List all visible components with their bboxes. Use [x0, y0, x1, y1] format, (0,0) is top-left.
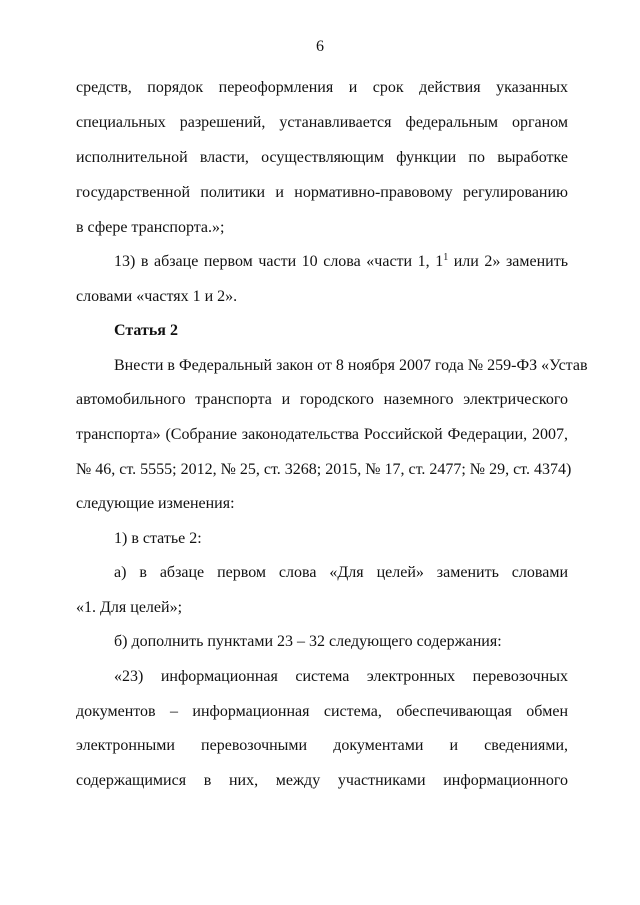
amendment-item-13 [114, 252, 568, 272]
text-line: № 46, ст. 5555; 2012, № 25, ст. 3268; 2015, № 17, ст. 2477; № 29, ст. 4374) [76, 461, 572, 478]
list-item: 1) в статье 2: [114, 530, 202, 547]
text-line: документов – информационная система, обеспечивающая обмен [76, 703, 568, 720]
text-line: исполнительной власти, осуществляющим функции по выработке [76, 149, 568, 166]
superscript: 1 [443, 252, 449, 263]
text-line: автомобильного транспорта и городского наземного электрического [76, 391, 568, 408]
text-line: государственной политики и нормативно-правовому регулированию [76, 184, 568, 201]
list-item: б) дополнить пунктами 23 – 32 следующего содержания: [114, 633, 502, 650]
text-line: содержащимися в них, между участниками информационного [76, 772, 568, 789]
text-line: в сфере транспорта.»; [76, 219, 225, 236]
article-heading: Статья 2 [114, 322, 178, 339]
text-segment: или 2» заменить [448, 253, 569, 270]
text-line: следующие изменения: [76, 495, 235, 512]
list-item: а) в абзаце первом слова «Для целей» заменить словами [114, 564, 568, 581]
list-item: «23) информационная система электронных перевозочных [114, 668, 568, 685]
text-line: «1. Для целей»; [76, 599, 183, 616]
text-line: транспорта» (Собрание законодательства Российской Федерации, 2007, [76, 426, 568, 443]
text-line: специальных разрешений, устанавливается федеральным органом [76, 114, 568, 131]
text-line: электронными перевозочными документами и сведениями, [76, 737, 568, 754]
text-line: словами «частях 1 и 2». [76, 288, 238, 305]
text-line: средств, порядок переоформления и срок действия указанных [76, 79, 568, 96]
text-segment: 13) в абзаце первом части 10 слова «части 1, 1 [114, 253, 444, 270]
text-line: Внести в Федеральный закон от 8 ноября 2007 года № 259-ФЗ «Устав [114, 357, 588, 374]
page-number: 6 [316, 38, 324, 55]
